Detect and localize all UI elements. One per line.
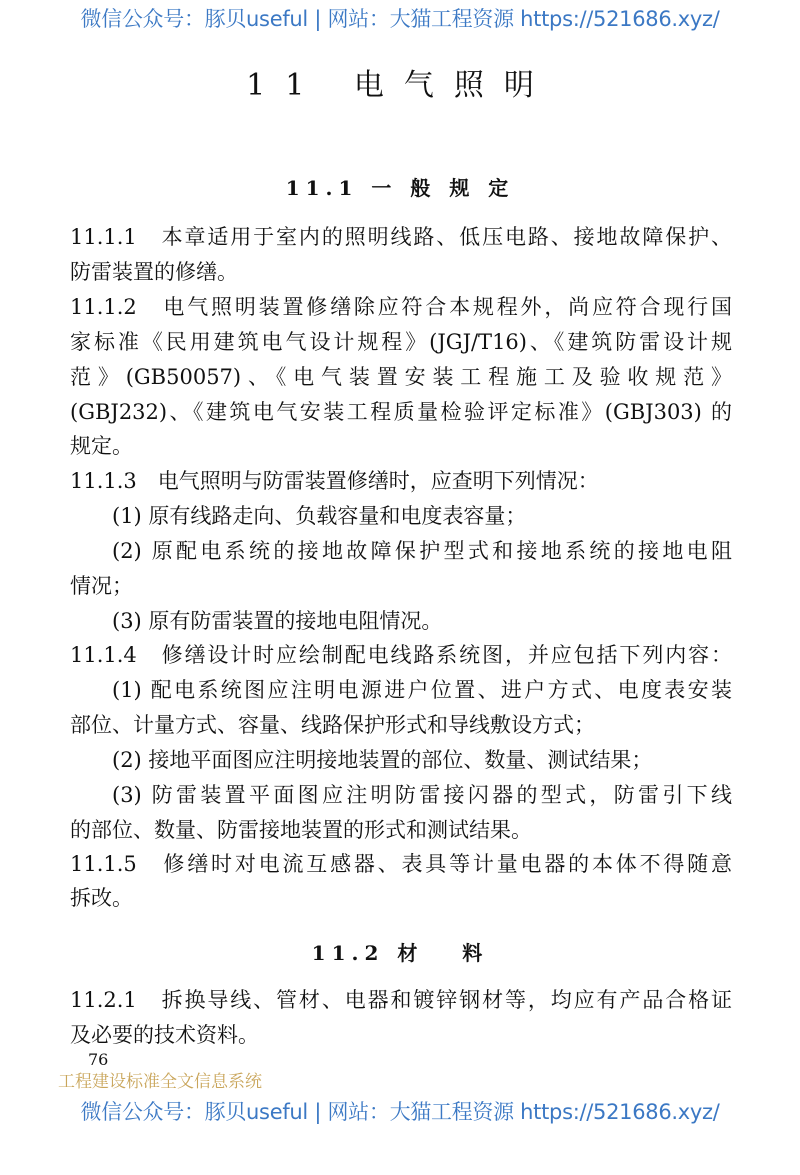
chapter-title: 11 电气照明 <box>246 68 554 103</box>
bottom-watermark-banner: 微信公众号：豚贝useful | 网站：大猫工程资源 https://521686.xyz/ <box>80 1100 720 1124</box>
text-line: 防雷装置的修缮。 <box>70 260 238 284</box>
text-line: 的部位、数量、防雷接地装置的形式和测试结果。 <box>70 818 532 842</box>
text-line: 11.1.4 修缮设计时应绘制配电线路系统图，并应包括下列内容： <box>70 643 732 667</box>
section-heading-11-2: 11.2 材 料 <box>311 941 489 965</box>
footer-watermark: 工程建设标准全文信息系统 <box>58 1072 262 1092</box>
text-line: 11.1.5 修缮时对电流互感器、表具等计量电器的本体不得随意 <box>70 852 732 876</box>
text-line: 部位、计量方式、容量、线路保护形式和导线敷设方式； <box>70 713 595 737</box>
text-line: (GBJ232)、《建筑电气安装工程质量检验评定标准》(GBJ303) 的 <box>70 400 732 424</box>
text-line: 情况； <box>70 574 133 598</box>
text-line: 11.1.3 电气照明与防雷装置修缮时，应查明下列情况： <box>70 469 599 493</box>
text-line: (1) 原有线路走向、负载容量和电度表容量； <box>112 504 527 528</box>
text-line: (1) 配电系统图应注明电源进户位置、进户方式、电度表安装 <box>112 678 732 702</box>
text-line: 11.1.2 电气照明装置修缮除应符合本规程外，尚应符合现行国 <box>70 295 732 319</box>
text-line: 11.1.1 本章适用于室内的照明线路、低压电路、接地故障保护、 <box>70 225 732 249</box>
text-line: 拆改。 <box>70 886 133 910</box>
text-line: (3) 原有防雷装置的接地电阻情况。 <box>112 609 443 633</box>
text-line: (3) 防雷装置平面图应注明防雷接闪器的型式，防雷引下线 <box>112 783 732 807</box>
text-line: 范》(GB50057)、《电气装置安装工程施工及验收规范》 <box>70 365 732 389</box>
text-line: 及必要的技术资料。 <box>70 1023 259 1047</box>
text-line: (2) 原配电系统的接地故障保护型式和接地系统的接地电阻 <box>112 539 732 563</box>
section-heading-11-1: 11.1 一 般 规 定 <box>285 176 515 200</box>
text-line: 规定。 <box>70 434 133 458</box>
text-line: 家标准《民用建筑电气设计规程》(JGJ/T16)、《建筑防雷设计规 <box>70 330 732 354</box>
page-number: 76 <box>88 1050 109 1069</box>
text-line: (2) 接地平面图应注明接地装置的部位、数量、测试结果； <box>112 748 653 772</box>
top-watermark-banner: 微信公众号：豚贝useful | 网站：大猫工程资源 https://521686.xyz/ <box>80 7 720 31</box>
text-line: 11.2.1 拆换导线、管材、电器和镀锌钢材等，均应有产品合格证 <box>70 988 732 1012</box>
